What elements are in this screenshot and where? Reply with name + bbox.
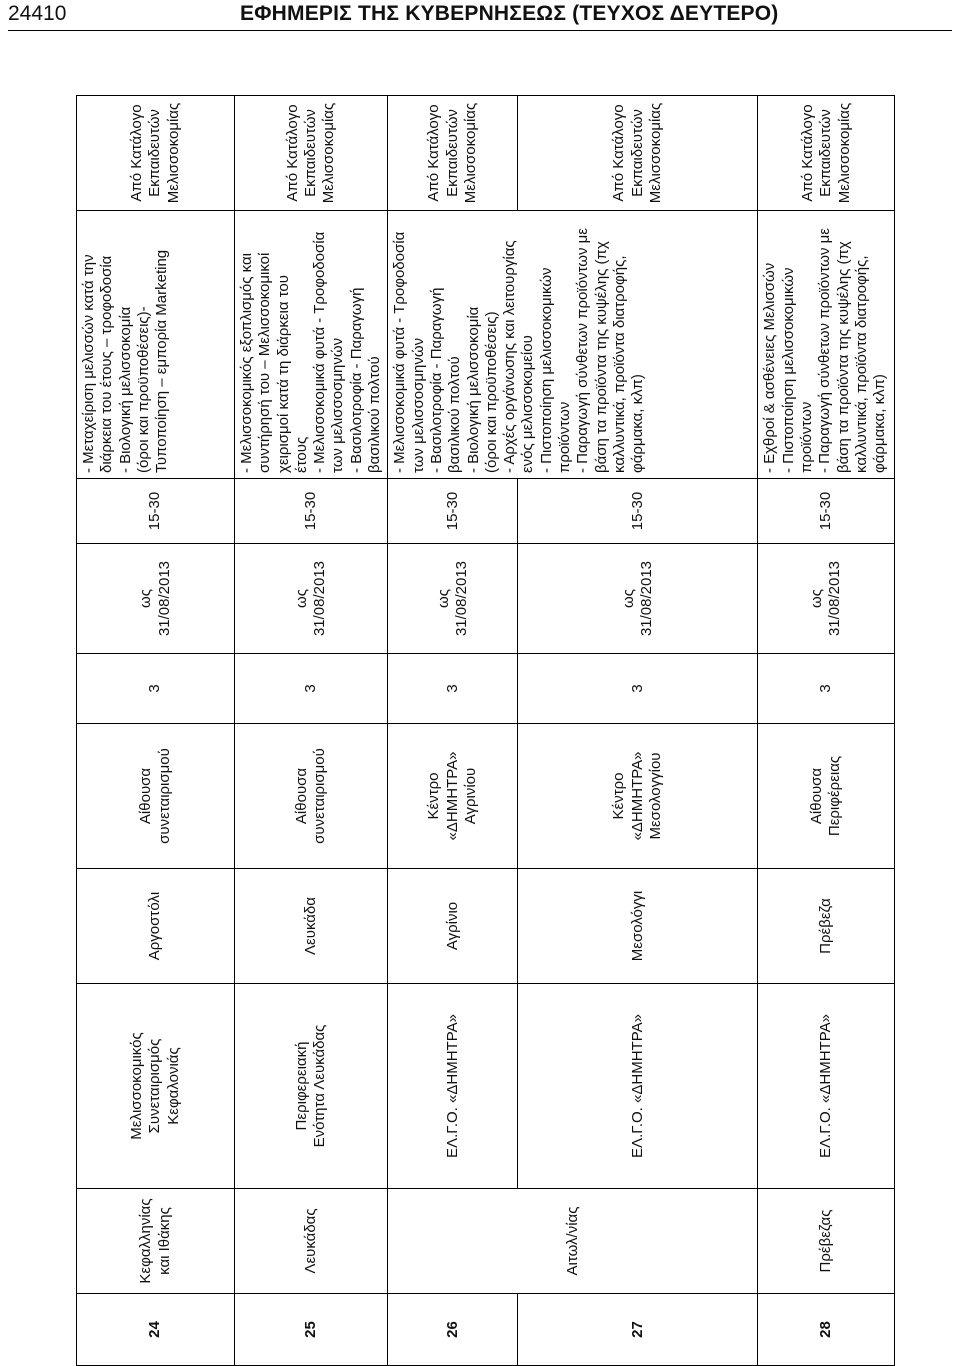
deadline-line: 31/08/2013 [311,560,329,637]
deadline-line: 31/08/2013 [155,560,173,637]
deadline-line: ως [619,589,637,608]
trainer-line: Εκπαιδευτών [817,109,835,197]
topic-line: - Μελισσοκομικός εξοπλισμός και [238,253,255,473]
participants-cell: 15-30 [235,479,388,544]
topic-line: - Βιολογική μελισσοκομία [464,306,482,473]
row-number: 26 [388,1294,518,1366]
topic-line: - Αρχές οργάνωσης και λειτουργίας [501,240,519,473]
regional-unit-cell [758,1189,895,1294]
trainer-line: Από Κατάλογο [283,104,301,202]
table-row [758,96,895,1366]
venue-line: Αίθουσα [137,767,155,825]
topic-line: βάση τα προϊόντα της κυψέλης (πχ [592,241,610,473]
duration-cell: 3 [518,654,758,724]
trainer-line: Από Κατάλογο [798,104,816,202]
deadline-line: ως [808,589,826,608]
topic-line: βασιλικού πολτού [446,356,464,473]
venue-line: συνεταιρισμού [155,748,173,844]
duration-cell: 3 [388,654,518,724]
topic-line: χειρισμοί κατά τη διάρκεια του [274,275,292,473]
trainer-line: Από Κατάλογο [425,104,443,202]
organizer-cell [758,984,895,1189]
trainer-cell [758,96,895,211]
page-header [8,0,952,34]
topic-line: βάση τα προϊόντα της κυψέλης (πχ [834,241,852,473]
topic-line: φάρμακα, κλπ) [871,374,889,473]
trainer-cell [388,96,518,211]
regional-unit-cell [235,1189,388,1294]
venue-cell [518,724,758,869]
venue-line: Κέντρο [610,772,628,820]
duration-cell: 3 [235,654,388,724]
row-number: 28 [758,1294,895,1366]
venue-cell [388,724,518,869]
page-number: 24410 [8,2,67,25]
topic-line: των μελισσοσμηνών [329,337,347,473]
organizer-cell [235,984,388,1189]
topic-line: φάρμακα, κλπ) [629,374,647,473]
topics-cell [758,211,895,479]
row-number: 24 [77,1294,235,1366]
organizer-line: Περιφερειακή [292,1041,310,1131]
trainer-line: Από Κατάλογο [610,104,628,202]
participants-cell: 15-30 [758,479,895,544]
deadline-line: ως [434,589,452,608]
regional-unit-line: Λευκάδας [302,1208,320,1274]
city-cell: Αργοστόλι [77,869,235,984]
deadline-cell [77,544,235,654]
regional-unit-line: Πρέβεζας [817,1209,835,1273]
organizer-line: Μελισσοκομικός [128,1032,146,1140]
venue-line: «ΔΗΜΗΤΡΑ» [628,751,646,841]
trainer-cell [77,96,235,211]
organizer-line: Ενότητα Λευκάδας [311,1024,329,1148]
venue-line: Αγρινίου [462,767,480,825]
regional-unit-line: Κεφαλληνίας [137,1198,155,1284]
trainer-line: Μελισσοκομίας [164,102,182,204]
trainer-line: Μελισσοκομίας [320,102,338,204]
regional-unit-cell [388,1189,758,1294]
table-row [235,96,388,1366]
row-number: 25 [235,1294,388,1366]
trainer-line: Εκπαιδευτών [302,109,320,197]
participants-cell: 15-30 [518,479,758,544]
organizer-line: ΕΛ.Γ.Ο. «ΔΗΜΗΤΡΑ» [628,1014,646,1158]
topic-line: - Βασιλοτροφία - Παραγωγή [427,287,445,473]
rotated-table-container [76,96,889,1366]
topics-cell [235,211,388,479]
deadline-line: ως [292,589,310,608]
deadline-cell [388,544,518,654]
deadline-line: 31/08/2013 [637,560,655,637]
header-rule [8,30,952,31]
journal-title: ΕΦΗΜΕΡΙΣ ΤΗΣ ΚΥΒΕΡΝΗΣΕΩΣ (ΤΕΥΧΟΣ ΔΕΥΤΕΡΟ) [240,2,779,25]
venue-line: «ΔΗΜΗΤΡΑ» [443,751,461,841]
deadline-cell [758,544,895,654]
topic-line: - Πιστοποίηση μελισσοκομικών [537,267,555,473]
deadline-line: 31/08/2013 [452,560,470,637]
topic-line: - Μεταχείριση μελισσών κατά την [80,254,97,473]
duration-cell: 3 [77,654,235,724]
topics-cell [77,211,235,479]
organizer-cell [518,984,758,1189]
topic-line: - Μελισσοκομικά φυτά - Τροφοδοσία [391,231,409,473]
city-cell: Πρέβεζα [758,869,895,984]
venue-line: Κέντρο [425,772,443,820]
venue-cell [77,724,235,869]
venue-cell [235,724,388,869]
topic-line: καλλυντικά, προϊόντα διατροφής, [852,255,870,473]
topic-line: διάρκεια του έτους – τροφοδοσία [98,255,116,473]
venue-line: Αίθουσα [292,767,310,825]
table-row [77,96,235,1366]
deadline-cell [518,544,758,654]
trainer-line: Μελισσοκομίας [835,102,853,204]
topic-line: (όροι και προϋποθέσεις)- [134,306,152,473]
trainer-line: Εκπαιδευτών [443,109,461,197]
organizer-line: ΕΛ.Γ.Ο. «ΔΗΜΗΤΡΑ» [817,1014,835,1158]
topic-line: έτους [292,436,310,473]
regional-unit-line: Αιτωλ/νίας [563,1206,581,1276]
topic-line: - Παραγωγή σύνθετων προϊόντων με [816,228,834,473]
topic-line: βασιλικού πολτού [366,356,384,473]
topic-line: (όροι και προϋποθέσεις) [482,311,500,473]
topic-line: - Εχθροί & ασθένειες Μελισσών [761,262,779,473]
trainer-line: Εκπαιδευτών [146,109,164,197]
participants-cell: 15-30 [77,479,235,544]
regional-unit-line: και Ιθάκης [155,1207,173,1275]
regional-unit-cell [77,1189,235,1294]
city-cell: Μεσολόγγι [518,869,758,984]
topic-line: προϊόντων [556,401,574,473]
venue-line: Αίθουσα [808,767,826,825]
topic-line: των μελισσοσμηνών [409,337,427,473]
row-number: 27 [518,1294,758,1366]
topic-line: καλλυντικά, προϊόντα διατροφής, [610,255,628,473]
topic-line: Τυποποίηση – εμπορία Marketing [153,249,171,473]
topic-line: - Πιστοποίηση μελισσοκομικών [779,267,797,473]
venue-line: συνεταιρισμού [311,748,329,844]
organizer-cell [77,984,235,1189]
duration-cell: 3 [758,654,895,724]
trainer-line: Εκπαιδευτών [628,109,646,197]
trainer-cell [235,96,388,211]
participants-cell: 15-30 [388,479,518,544]
organizer-line: ΕΛ.Γ.Ο. «ΔΗΜΗΤΡΑ» [443,1014,461,1158]
deadline-line: ως [137,589,155,608]
organizer-line: Συνεταιρισμός [146,1038,164,1134]
deadline-cell [235,544,388,654]
organizer-cell [388,984,518,1189]
training-schedule-table [76,95,895,1366]
venue-line: Μεσολογγίου [647,752,665,840]
trainer-line: Από Κατάλογο [128,104,146,202]
topic-line: - Παραγωγή σύνθετων προϊόντων με [574,228,592,473]
topic-line: - Βιολογική μελισσοκομία [116,306,134,473]
organizer-line: Κεφαλονιάς [164,1047,182,1125]
trainer-cell [518,96,758,211]
topic-line: συντήρησή του – Μελισσοκομικοί [256,252,274,473]
table-row [388,96,518,1366]
topic-line: - Μελισσοκομικά φυτά - Τροφοδοσία [311,231,329,473]
deadline-line: 31/08/2013 [826,560,844,637]
city-cell: Λευκάδα [235,869,388,984]
topic-line: - Βασιλοτροφία - Παραγωγή [347,287,365,473]
topic-line: ενός μελισσοκομείου [519,335,537,473]
venue-line: Περιφέρειας [826,755,844,837]
trainer-line: Μελισσοκομίας [647,102,665,204]
venue-cell [758,724,895,869]
topic-line: προϊόντων [797,401,815,473]
city-cell: Αγρίνιο [388,869,518,984]
trainer-line: Μελισσοκομίας [462,102,480,204]
topics-cell [388,211,758,479]
